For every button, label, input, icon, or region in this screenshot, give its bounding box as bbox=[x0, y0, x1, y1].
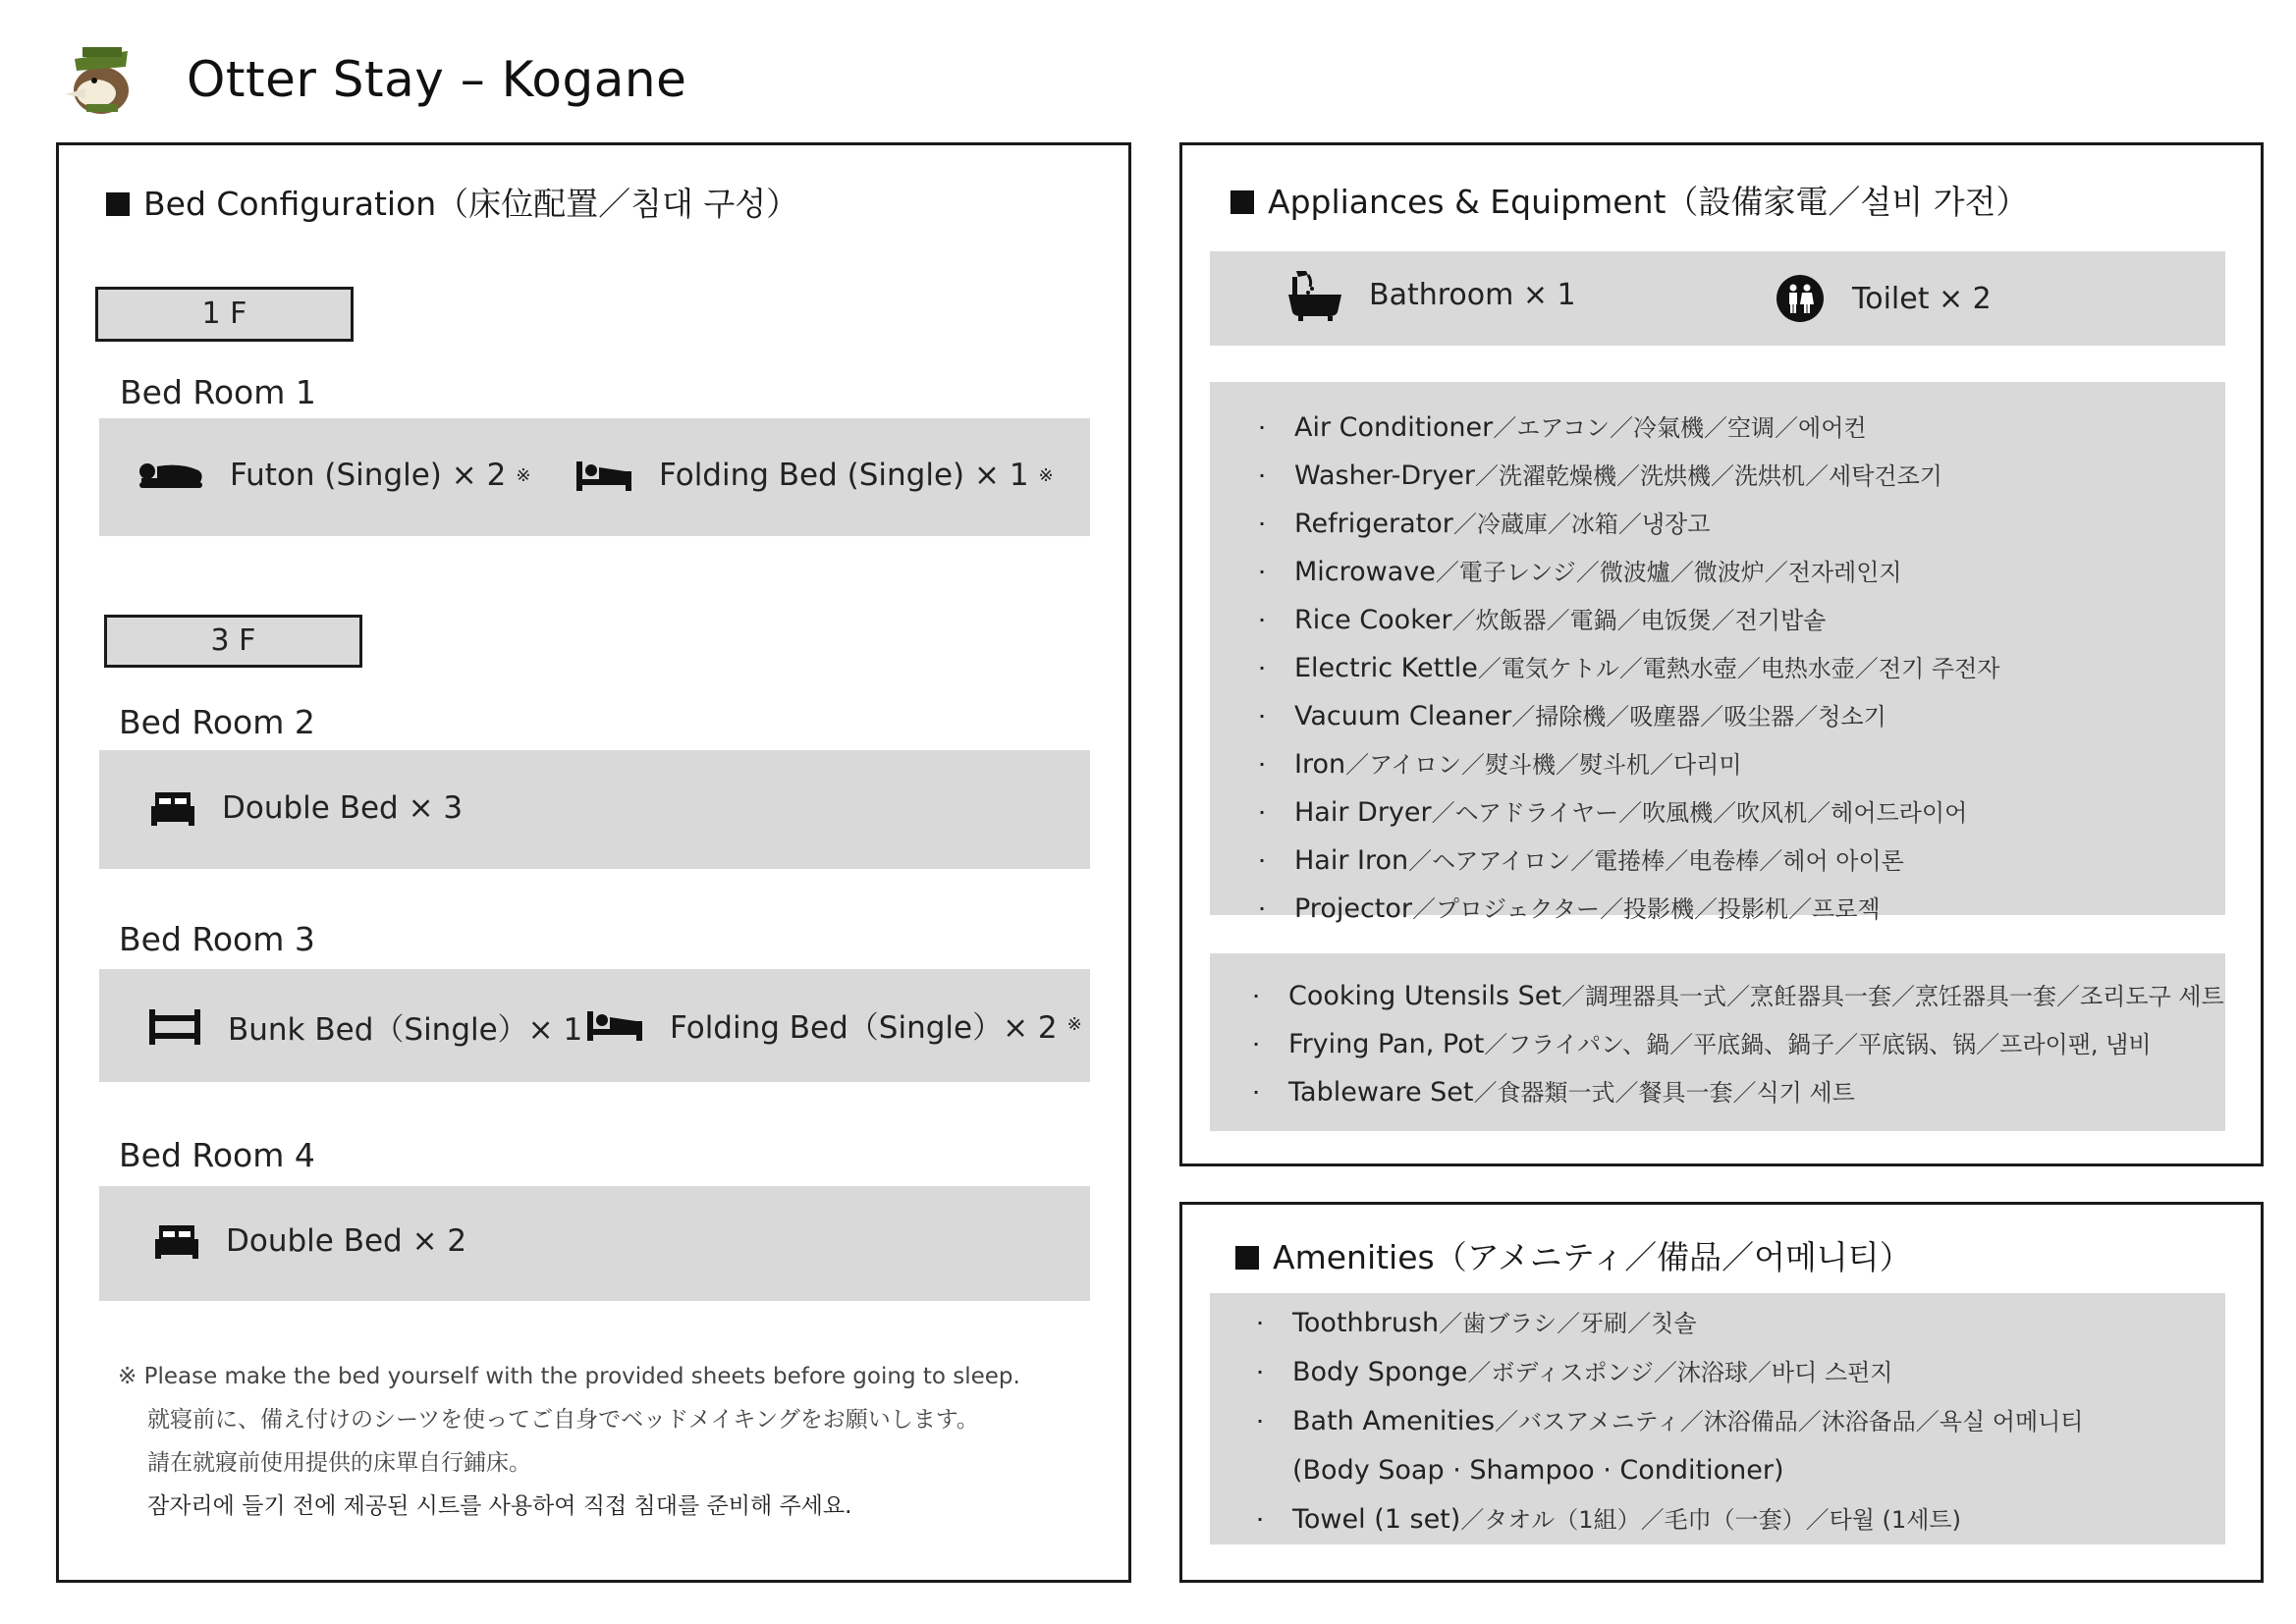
item-en: Air Conditioner bbox=[1294, 412, 1494, 443]
list-item bbox=[1237, 598, 1999, 646]
room-label-4: Bed Room 4 bbox=[119, 1136, 315, 1174]
item-en: Toothbrush bbox=[1292, 1308, 1440, 1338]
item-en: Body Sponge bbox=[1292, 1357, 1468, 1387]
appliances-heading bbox=[1230, 177, 2028, 223]
list-item bbox=[1237, 454, 1999, 502]
list-item bbox=[1237, 839, 1999, 887]
appliances-heading-text: Appliances & Equipment（設備家電／설비 가전） bbox=[1268, 183, 2029, 221]
bed-item-bunk-bed bbox=[147, 1004, 582, 1049]
kitchen-list bbox=[1231, 974, 2224, 1118]
item-translations: ／調理器具一式／烹飪器具一套／烹饪器具一套／조리도구 세트 bbox=[1561, 983, 2224, 1010]
note-mark: ※ bbox=[1066, 1014, 1082, 1035]
bed-item-text: Futon (Single) × 2 bbox=[230, 458, 507, 493]
item-translations: ／洗濯乾燥機／洗烘機／洗烘机／세탁건조기 bbox=[1475, 462, 1942, 490]
item-en: Washer-Dryer bbox=[1294, 460, 1476, 491]
list-item bbox=[1235, 1349, 2084, 1398]
facility-bathroom bbox=[1286, 267, 1576, 322]
item-en: Frying Pan, Pot bbox=[1288, 1029, 1485, 1059]
item-translations: ／バスアメニティ／沐浴備品／沐浴备品／욕실 어메니티 bbox=[1495, 1408, 2084, 1435]
note-mark: ※ bbox=[516, 464, 531, 486]
bed-item-text: Bunk Bed（Single）× 1 bbox=[228, 1012, 583, 1048]
bunk-bed-icon bbox=[147, 1007, 202, 1047]
item-translations: ／歯ブラシ／牙刷／칫솔 bbox=[1439, 1310, 1697, 1337]
note-line-en: ※ Please make the bed yourself with the provided sheets before going to sleep. bbox=[118, 1364, 1020, 1389]
item-translations: ／電気ケトル／電熱水壺／电热水壶／전기 주전자 bbox=[1477, 655, 2000, 682]
list-item bbox=[1237, 742, 1999, 790]
item-en: Cooking Utensils Set bbox=[1288, 981, 1561, 1011]
facility-toilet bbox=[1776, 274, 1992, 323]
item-en: Projector bbox=[1294, 893, 1412, 924]
amenities-heading-text: Amenities（アメニティ／備品／어메니티） bbox=[1273, 1238, 1912, 1276]
list-item bbox=[1237, 694, 1999, 742]
list-item bbox=[1237, 502, 1999, 550]
bed-item-futon bbox=[137, 458, 530, 493]
bed-item-double-bed bbox=[153, 1221, 466, 1261]
amenities-heading bbox=[1235, 1232, 1912, 1278]
room-label-3: Bed Room 3 bbox=[119, 920, 315, 958]
note-line-kr: 잠자리에 들기 전에 제공된 시트를 사용하여 직접 침대를 준비해 주세요. bbox=[147, 1493, 852, 1519]
item-en: Towel (1 set) bbox=[1292, 1504, 1461, 1535]
item-en: Iron bbox=[1294, 749, 1346, 780]
item-translations: ／ヘアドライヤー／吹風機／吹风机／헤어드라이어 bbox=[1431, 799, 1968, 827]
bed-heading-text: Bed Configuration（床位配置／침대 구성） bbox=[143, 185, 799, 223]
bed-item-text: Folding Bed（Single）× 2 bbox=[670, 1010, 1058, 1046]
square-bullet-icon bbox=[1230, 190, 1254, 214]
list-item bbox=[1237, 790, 1999, 839]
list-item bbox=[1237, 646, 1999, 694]
note-line-zh: 請在就寢前使用提供的床單自行鋪床。 bbox=[147, 1450, 531, 1476]
list-item bbox=[1231, 1070, 2224, 1118]
item-translations: ／ヘアアイロン／電捲棒／电卷棒／헤어 아이론 bbox=[1408, 847, 1904, 875]
bed-item-folding-bed bbox=[585, 1002, 1082, 1047]
item-en: Rice Cooker bbox=[1294, 605, 1452, 635]
item-translations: ／食器類一式／餐具一套／식기 세트 bbox=[1473, 1079, 1855, 1107]
list-item-sub bbox=[1235, 1447, 2084, 1496]
list-item bbox=[1237, 406, 1999, 454]
list-item bbox=[1237, 550, 1999, 598]
futon-icon bbox=[137, 460, 204, 490]
bed-item-text: Double Bed × 3 bbox=[222, 790, 464, 826]
item-en: Microwave bbox=[1294, 557, 1436, 587]
double-bed-icon bbox=[153, 1221, 200, 1261]
item-en: Hair Iron bbox=[1294, 845, 1409, 876]
list-item bbox=[1237, 887, 1999, 935]
folding-bed-icon bbox=[574, 458, 633, 493]
item-translations: ／掃除機／吸塵器／吸尘器／청소기 bbox=[1511, 703, 1886, 731]
item-translations: ／プロジェクター／投影機／投影机／프로젝 bbox=[1412, 895, 1881, 923]
item-en: Hair Dryer bbox=[1294, 797, 1432, 828]
amenities-list bbox=[1235, 1300, 2084, 1545]
list-item bbox=[1231, 974, 2224, 1022]
floor-tag-3f: 3 F bbox=[104, 615, 362, 668]
item-translations: ／冷蔵庫／冰箱／냉장고 bbox=[1452, 511, 1711, 538]
floor-tag-1f: 1 F bbox=[95, 287, 354, 342]
bed-item-double-bed bbox=[149, 788, 463, 828]
list-item bbox=[1231, 1022, 2224, 1070]
item-en: Tableware Set bbox=[1288, 1077, 1474, 1108]
item-translations: ／エアコン／冷氣機／空调／에어컨 bbox=[1493, 414, 1867, 442]
note-line-ja: 就寝前に、備え付けのシーツを使ってご自身でベッドメイキングをお願いします。 bbox=[147, 1407, 979, 1433]
folding-bed-icon bbox=[585, 1007, 644, 1043]
item-translations: ／電子レンジ／微波爐／微波炉／전자레인지 bbox=[1435, 559, 1902, 586]
bed-notes bbox=[118, 1355, 1020, 1528]
room-label-2: Bed Room 2 bbox=[119, 703, 315, 741]
item-translations: ／アイロン／熨斗機／熨斗机／다리미 bbox=[1345, 751, 1742, 779]
facility-text: Toilet × 2 bbox=[1852, 281, 1992, 316]
note-mark: ※ bbox=[1038, 464, 1054, 486]
page-title: Otter Stay – Kogane bbox=[187, 51, 687, 108]
list-item bbox=[1235, 1398, 2084, 1447]
facility-text: Bathroom × 1 bbox=[1369, 277, 1576, 312]
toilet-icon bbox=[1776, 274, 1825, 323]
item-translations: ／フライパン、鍋／平底鍋、鍋子／平底锅、锅／프라이팬, 냄비 bbox=[1484, 1031, 2152, 1058]
item-translations: ／タオル（1組）／毛巾（一套）／타월 (1세트) bbox=[1460, 1506, 1961, 1534]
item-en: Electric Kettle bbox=[1294, 653, 1478, 683]
item-en: Vacuum Cleaner bbox=[1294, 701, 1512, 731]
bed-item-text: Folding Bed (Single) × 1 bbox=[659, 458, 1029, 493]
bathtub-icon bbox=[1286, 267, 1343, 322]
item-en: Bath Amenities bbox=[1292, 1406, 1496, 1436]
item-en: Refrigerator bbox=[1294, 509, 1453, 539]
double-bed-icon bbox=[149, 788, 196, 828]
square-bullet-icon bbox=[106, 192, 130, 216]
bed-configuration-heading bbox=[106, 179, 798, 225]
square-bullet-icon bbox=[1235, 1246, 1259, 1270]
list-item bbox=[1235, 1300, 2084, 1349]
room-label-1: Bed Room 1 bbox=[120, 373, 316, 411]
otter-logo-icon bbox=[57, 39, 145, 118]
item-translations: ／ボディスポンジ／沐浴球／바디 스펀지 bbox=[1467, 1359, 1893, 1386]
item-translations: ／炊飯器／電鍋／电饭煲／전기밥솥 bbox=[1451, 607, 1827, 634]
bed-item-text: Double Bed × 2 bbox=[226, 1223, 467, 1259]
bed-item-folding-bed bbox=[574, 458, 1054, 493]
appliance-list bbox=[1237, 406, 1999, 935]
item-en: (Body Soap · Shampoo · Conditioner) bbox=[1292, 1455, 1784, 1486]
list-item bbox=[1235, 1496, 2084, 1545]
